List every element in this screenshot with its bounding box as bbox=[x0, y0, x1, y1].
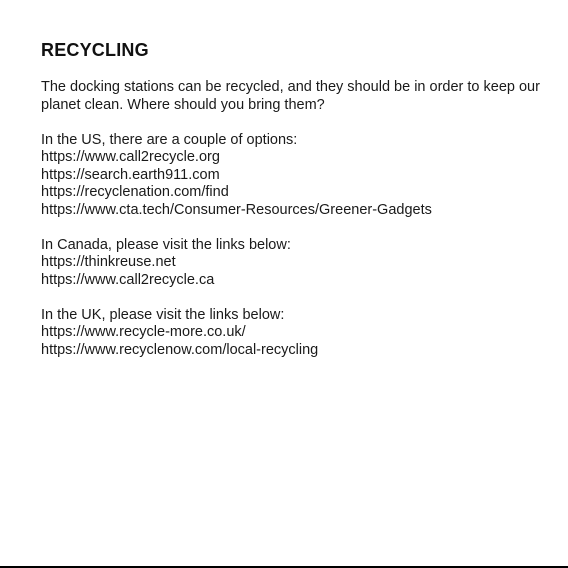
canada-heading: In Canada, please visit the links below: bbox=[41, 236, 291, 253]
us-link-cta[interactable]: https://www.cta.tech/Consumer-Resources/Greener-Gadgets bbox=[41, 201, 432, 218]
canada-link-call2recycle[interactable]: https://www.call2recycle.ca bbox=[41, 271, 215, 288]
uk-link-recycle-more[interactable]: https://www.recycle-more.co.uk/ bbox=[41, 324, 246, 340]
uk-section bbox=[41, 307, 541, 360]
canada-link-thinkreuse[interactable]: https://thinkreuse.net bbox=[41, 254, 176, 270]
uk-heading: In the UK, please visit the links below: bbox=[41, 306, 285, 323]
document-page bbox=[41, 38, 541, 359]
us-heading: In the US, there are a couple of options: bbox=[41, 131, 298, 148]
us-link-recyclenation[interactable]: https://recyclenation.com/find bbox=[41, 184, 229, 200]
us-link-earth911[interactable]: https://search.earth911.com bbox=[41, 166, 220, 183]
intro-paragraph: The docking stations can be recycled, and they should be in order to keep our planet clean. Where should you bring them? bbox=[41, 79, 540, 113]
page-title: RECYCLING bbox=[41, 40, 149, 60]
canada-section bbox=[41, 237, 541, 290]
uk-link-recyclenow[interactable]: https://www.recyclenow.com/local-recycling bbox=[41, 341, 319, 358]
us-link-call2recycle[interactable]: https://www.call2recycle.org bbox=[41, 149, 220, 165]
us-section bbox=[41, 132, 541, 220]
